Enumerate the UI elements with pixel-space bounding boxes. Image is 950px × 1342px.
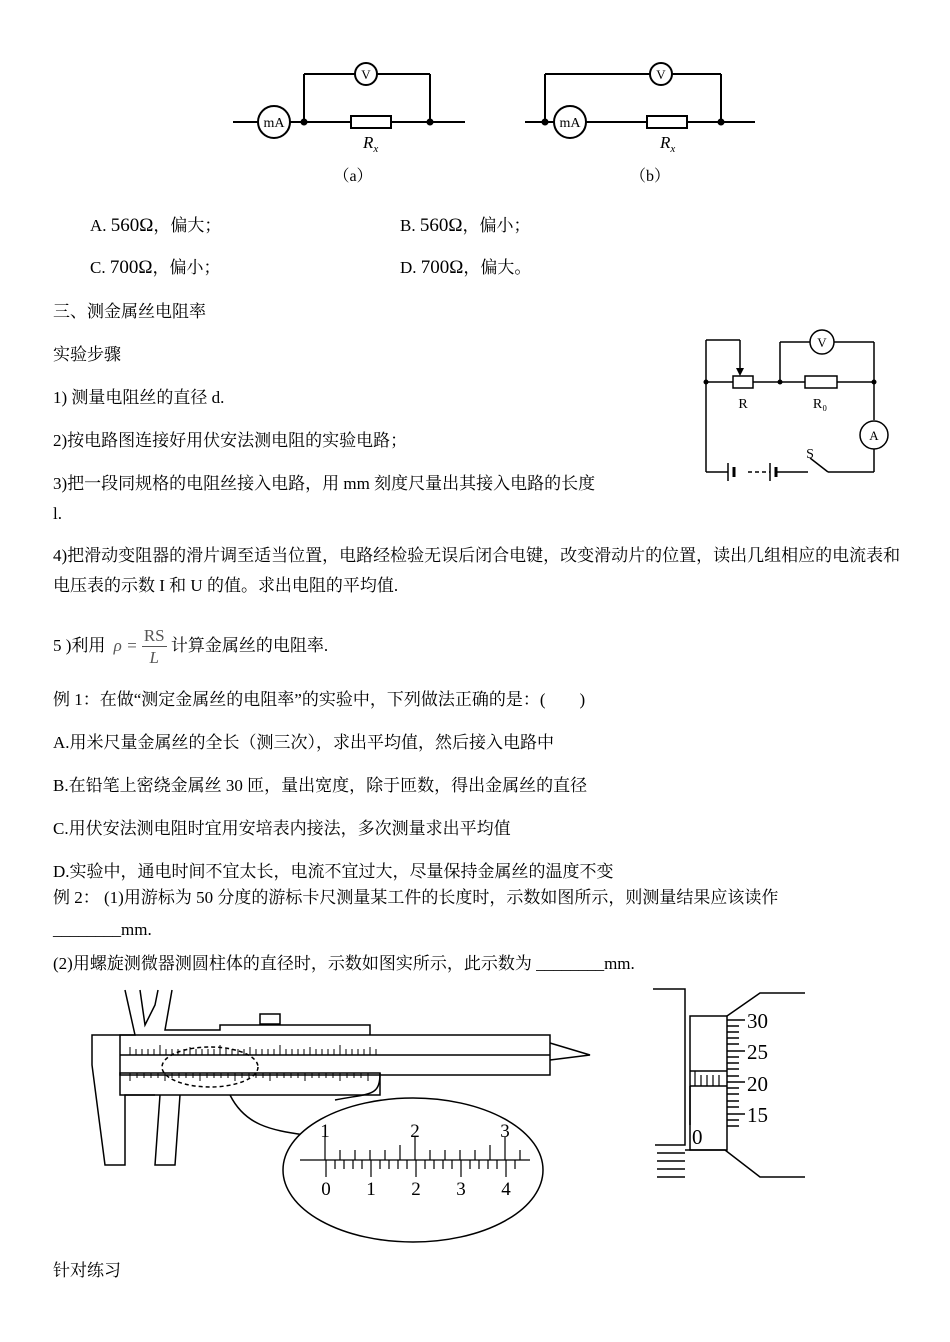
thimble-label-15: 15 [747, 1103, 768, 1127]
sleeve-label-0: 0 [692, 1125, 703, 1149]
main-scale-label-2: 2 [410, 1121, 420, 1142]
v-label-right: V [817, 335, 827, 350]
r-label-right: R [738, 397, 748, 412]
example1-choice-c: C.用伏安法测电阻时宜用安培表内接法，多次测量求出平均值 [53, 819, 511, 838]
s-label-right: S [806, 447, 814, 462]
thimble-label-30: 30 [747, 1009, 768, 1033]
resistivity-fraction: $\frac{RS}{L}$ [143, 625, 165, 667]
example2-line3: (2)用螺旋测微器测圆柱体的直径时，示数如图实所示，此示数为 ________mm. [53, 954, 635, 973]
label-b: （b） [629, 168, 671, 185]
example1-choice-b: B.在铅笔上密绕金属丝 30 匝，量出宽度，除于匝数，得出金属丝的直径 [53, 776, 588, 795]
example1-choice-a: A.用米尺量金属丝的全长（测三次），求出平均值，然后接入电路中 [53, 733, 555, 752]
vernier-label-0: 0 [321, 1179, 331, 1200]
step-4: 4)把滑动变阻器的滑片调至适当位置，电路经检验无误后闭合电键，改变滑动片的位置，读出几组相应的电流表和电压表的示数 I 和 U 的值。求出电阻的平均值. [53, 546, 901, 595]
ma-label-a: mA [263, 116, 285, 131]
main-scale-label-3: 3 [500, 1121, 510, 1142]
vernier-label-2: 2 [411, 1179, 421, 1200]
practice-heading: 针对练习 [53, 1261, 121, 1280]
formula-lhs: ρ = [113, 636, 138, 655]
rx-label-b: $R_x$ [660, 133, 676, 155]
option-b: B. 560Ω，偏小； [400, 215, 531, 236]
example2-line2: ________mm. [53, 920, 152, 939]
option-c: C. 700Ω，偏小； [90, 257, 221, 278]
circuit-diagram-right [700, 318, 892, 490]
option-d: D. 700Ω，偏大。 [400, 257, 532, 278]
vernier-caliper-figure [80, 985, 600, 1245]
example1-choice-d: D.实验中，通电时间不宜太长，电流不宜过大，尽量保持金属丝的温度不变 [53, 862, 614, 881]
main-scale-label-1: 1 [320, 1121, 330, 1142]
circuit-diagram-pair [225, 58, 765, 193]
steps-title: 实验步骤 [53, 345, 121, 364]
resistor-b [647, 116, 687, 128]
a-label-right: A [869, 428, 879, 443]
thimble-label-25: 25 [747, 1040, 768, 1064]
vernier-label-3: 3 [456, 1179, 466, 1200]
vernier-label-4: 4 [501, 1179, 511, 1200]
ma-label-b: mA [559, 116, 581, 131]
r0-label-right: R₀ [812, 397, 828, 412]
vernier-label-1: 1 [366, 1179, 376, 1200]
rheostat [733, 376, 753, 388]
label-a: （a） [333, 168, 373, 185]
step-1: 1) 测量电阻丝的直径 d. [53, 388, 225, 407]
v-label-b: V [656, 67, 666, 82]
v-label-a: V [361, 67, 371, 82]
magnified-lens [283, 1098, 543, 1242]
thimble-label-20: 20 [747, 1072, 768, 1096]
section-title: 三、测金属丝电阻率 [53, 302, 206, 321]
micrometer-figure [645, 985, 810, 1185]
example2-line1: 例 2： (1)用游标为 50 分度的游标卡尺测量某工件的长度时，示数如图所示，则测量结果应该读作 [53, 888, 779, 907]
step-3-cont: l. [53, 504, 62, 523]
step-2: 2)按电路图连接好用伏安法测电阻的实验电路； [53, 431, 408, 450]
rx-label-a: $R_x$ [363, 133, 379, 155]
step-3: 3)把一段同规格的电阻丝接入电路，用 mm 刻度尺量出其接入电路的长度 [53, 474, 596, 493]
step-5: 5 )利用 ρ = $\frac{RS}{L}$ 计算金属丝的电阻率. [53, 625, 329, 667]
resistor-r0 [805, 376, 837, 388]
example1-question: 例 1：在做“测定金属丝的电阻率”的实验中，下列做法正确的是：( ) [53, 690, 586, 709]
resistor-a [351, 116, 391, 128]
option-a: A. 560Ω，偏大； [90, 215, 222, 236]
